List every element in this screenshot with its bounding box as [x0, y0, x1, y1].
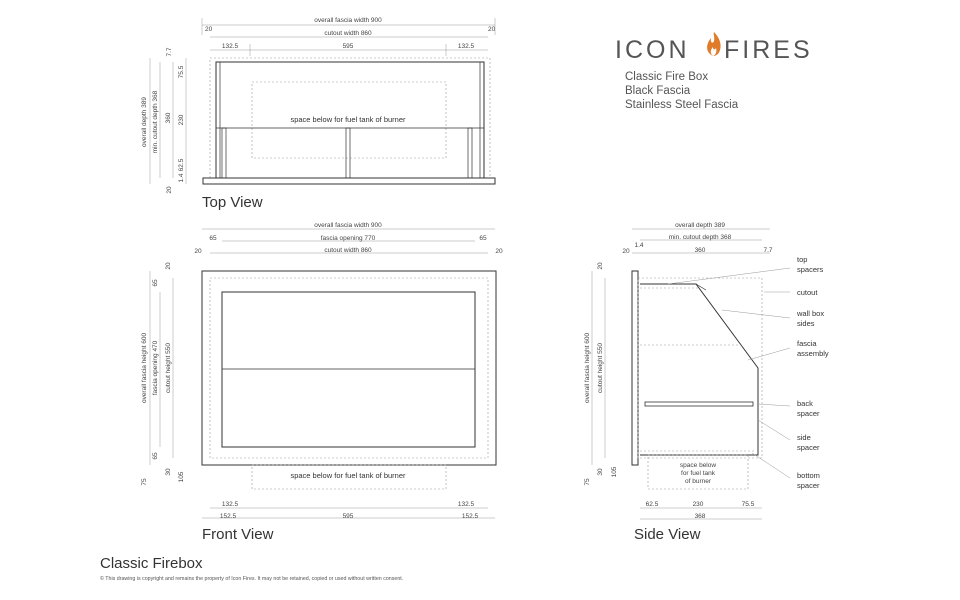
callout-wall-box-sides-1: wall box [797, 309, 825, 318]
callout-top-spacers-2: spacers [797, 265, 824, 274]
side-overall-height: overall fascia height 600 [584, 332, 591, 404]
callout-back-spacer-1: back [797, 399, 813, 408]
top-overall-width: overall fascia width 900 [314, 17, 382, 24]
front-overall-height: overall fascia height 600 [141, 332, 148, 404]
front-m20-left: 20 [194, 248, 202, 255]
side-note-1: space below [679, 462, 717, 469]
side-b230: 230 [692, 501, 704, 508]
side-view-title: Side View [634, 526, 701, 543]
top-overall-depth: overall depth 389 [141, 97, 148, 147]
brand-name-right: FIRES [724, 36, 813, 64]
front-fascia-outline [202, 271, 496, 465]
top-d230: 230 [178, 114, 185, 126]
side-cutout-height: cutout height 550 [597, 343, 604, 393]
top-min-cutout-depth: min. cutout depth 368 [152, 90, 159, 154]
front-h65-bottom: 65 [152, 452, 159, 460]
side-overall-depth: overall depth 389 [675, 222, 725, 229]
footer [100, 555, 403, 582]
top-d20: 20 [166, 186, 173, 194]
spec-line-1: Classic Fire Box [625, 71, 709, 83]
top-d7-7: 7.7 [166, 47, 173, 57]
callout-back-spacer-2: spacer [797, 409, 820, 418]
top-d1-4: 1.4 [178, 173, 185, 183]
front-b152-right: 152.5 [461, 513, 479, 520]
top-d75-5: 75.5 [178, 65, 185, 79]
top-d62-5: 62.5 [178, 158, 185, 172]
front-h30: 30 [165, 468, 172, 476]
front-cutout-width: cutout width 860 [324, 247, 372, 254]
side-h105: 105 [611, 466, 618, 478]
side-h30: 30 [597, 468, 604, 476]
front-h105: 105 [178, 471, 185, 483]
front-view-title: Front View [202, 526, 274, 543]
front-b595: 595 [342, 513, 354, 520]
side-b368: 368 [694, 513, 706, 520]
top-side-right: 132.5 [457, 43, 475, 50]
front-opening-width: fascia opening 770 [320, 235, 376, 242]
front-note: space below for fuel tank of burner [290, 471, 406, 480]
side-view [584, 222, 829, 543]
side-min-cutout-depth: min. cutout depth 368 [668, 234, 732, 241]
drawing-title: Classic Firebox [100, 555, 203, 572]
top-mid: 595 [342, 43, 354, 50]
top-fascia-edge [203, 178, 495, 184]
front-m65-left: 65 [209, 235, 217, 242]
callout-cutout: cutout [797, 288, 818, 297]
side-d1-4: 1.4 [634, 242, 644, 249]
callout-bottom-spacer-1: bottom [797, 471, 820, 480]
callout-bottom-spacer-2: spacer [797, 481, 820, 490]
front-b132-left: 132.5 [221, 501, 239, 508]
callout-side-spacer-1: side [797, 433, 811, 442]
copyright-notice: © This drawing is copyright and remains the property of Icon Fires. It may not be retained, copied or used without written consent. [100, 576, 404, 582]
flame-icon [707, 32, 721, 56]
spec-line-2: Black Fascia [625, 85, 691, 97]
callout-top-spacers-1: top [797, 255, 808, 264]
callout-wall-box-sides-2: sides [797, 319, 815, 328]
front-h65-top: 65 [152, 279, 159, 287]
front-cutout-height: cutout height 550 [165, 343, 172, 393]
top-side-left: 132.5 [221, 43, 239, 50]
front-opening-height: fascia opening 470 [152, 340, 159, 396]
front-b152-left: 152.5 [219, 513, 237, 520]
callout-side-spacer-2: spacer [797, 443, 820, 452]
front-b132-right: 132.5 [457, 501, 475, 508]
side-d20: 20 [622, 248, 630, 255]
front-overall-width: overall fascia width 900 [314, 222, 382, 229]
front-view [141, 222, 503, 543]
top-note: space below for fuel tank of burner [290, 115, 406, 124]
top-edge-left: 20 [205, 26, 213, 33]
spec-line-3: Stainless Steel Fascia [625, 99, 739, 111]
front-h20: 20 [165, 262, 172, 270]
front-m65-right: 65 [479, 235, 487, 242]
side-box-profile [640, 284, 758, 455]
side-note-3: of burner [684, 478, 712, 485]
callout-fascia-assembly-2: assembly [797, 349, 829, 358]
top-view [141, 17, 496, 211]
side-d7-7: 7.7 [763, 247, 773, 254]
side-b75-5: 75.5 [741, 501, 755, 508]
top-d360: 360 [165, 112, 172, 124]
front-h75: 75 [141, 478, 148, 486]
side-d360: 360 [694, 247, 706, 254]
side-b62-5: 62.5 [645, 501, 659, 508]
front-fascia-opening [222, 292, 475, 447]
side-fascia [632, 271, 638, 465]
brand-block [615, 32, 813, 111]
top-view-title: Top View [202, 194, 263, 211]
callout-fascia-assembly-1: fascia [797, 339, 817, 348]
side-note-2: for fuel tank [681, 470, 715, 477]
front-m20-right: 20 [495, 248, 503, 255]
brand-name-left: ICON [615, 36, 690, 64]
top-cutout-width: cutout width 860 [324, 30, 372, 37]
top-edge-right: 20 [488, 26, 496, 33]
side-h75: 75 [584, 478, 591, 486]
side-back-spacer [645, 402, 753, 406]
side-h20: 20 [597, 262, 604, 270]
